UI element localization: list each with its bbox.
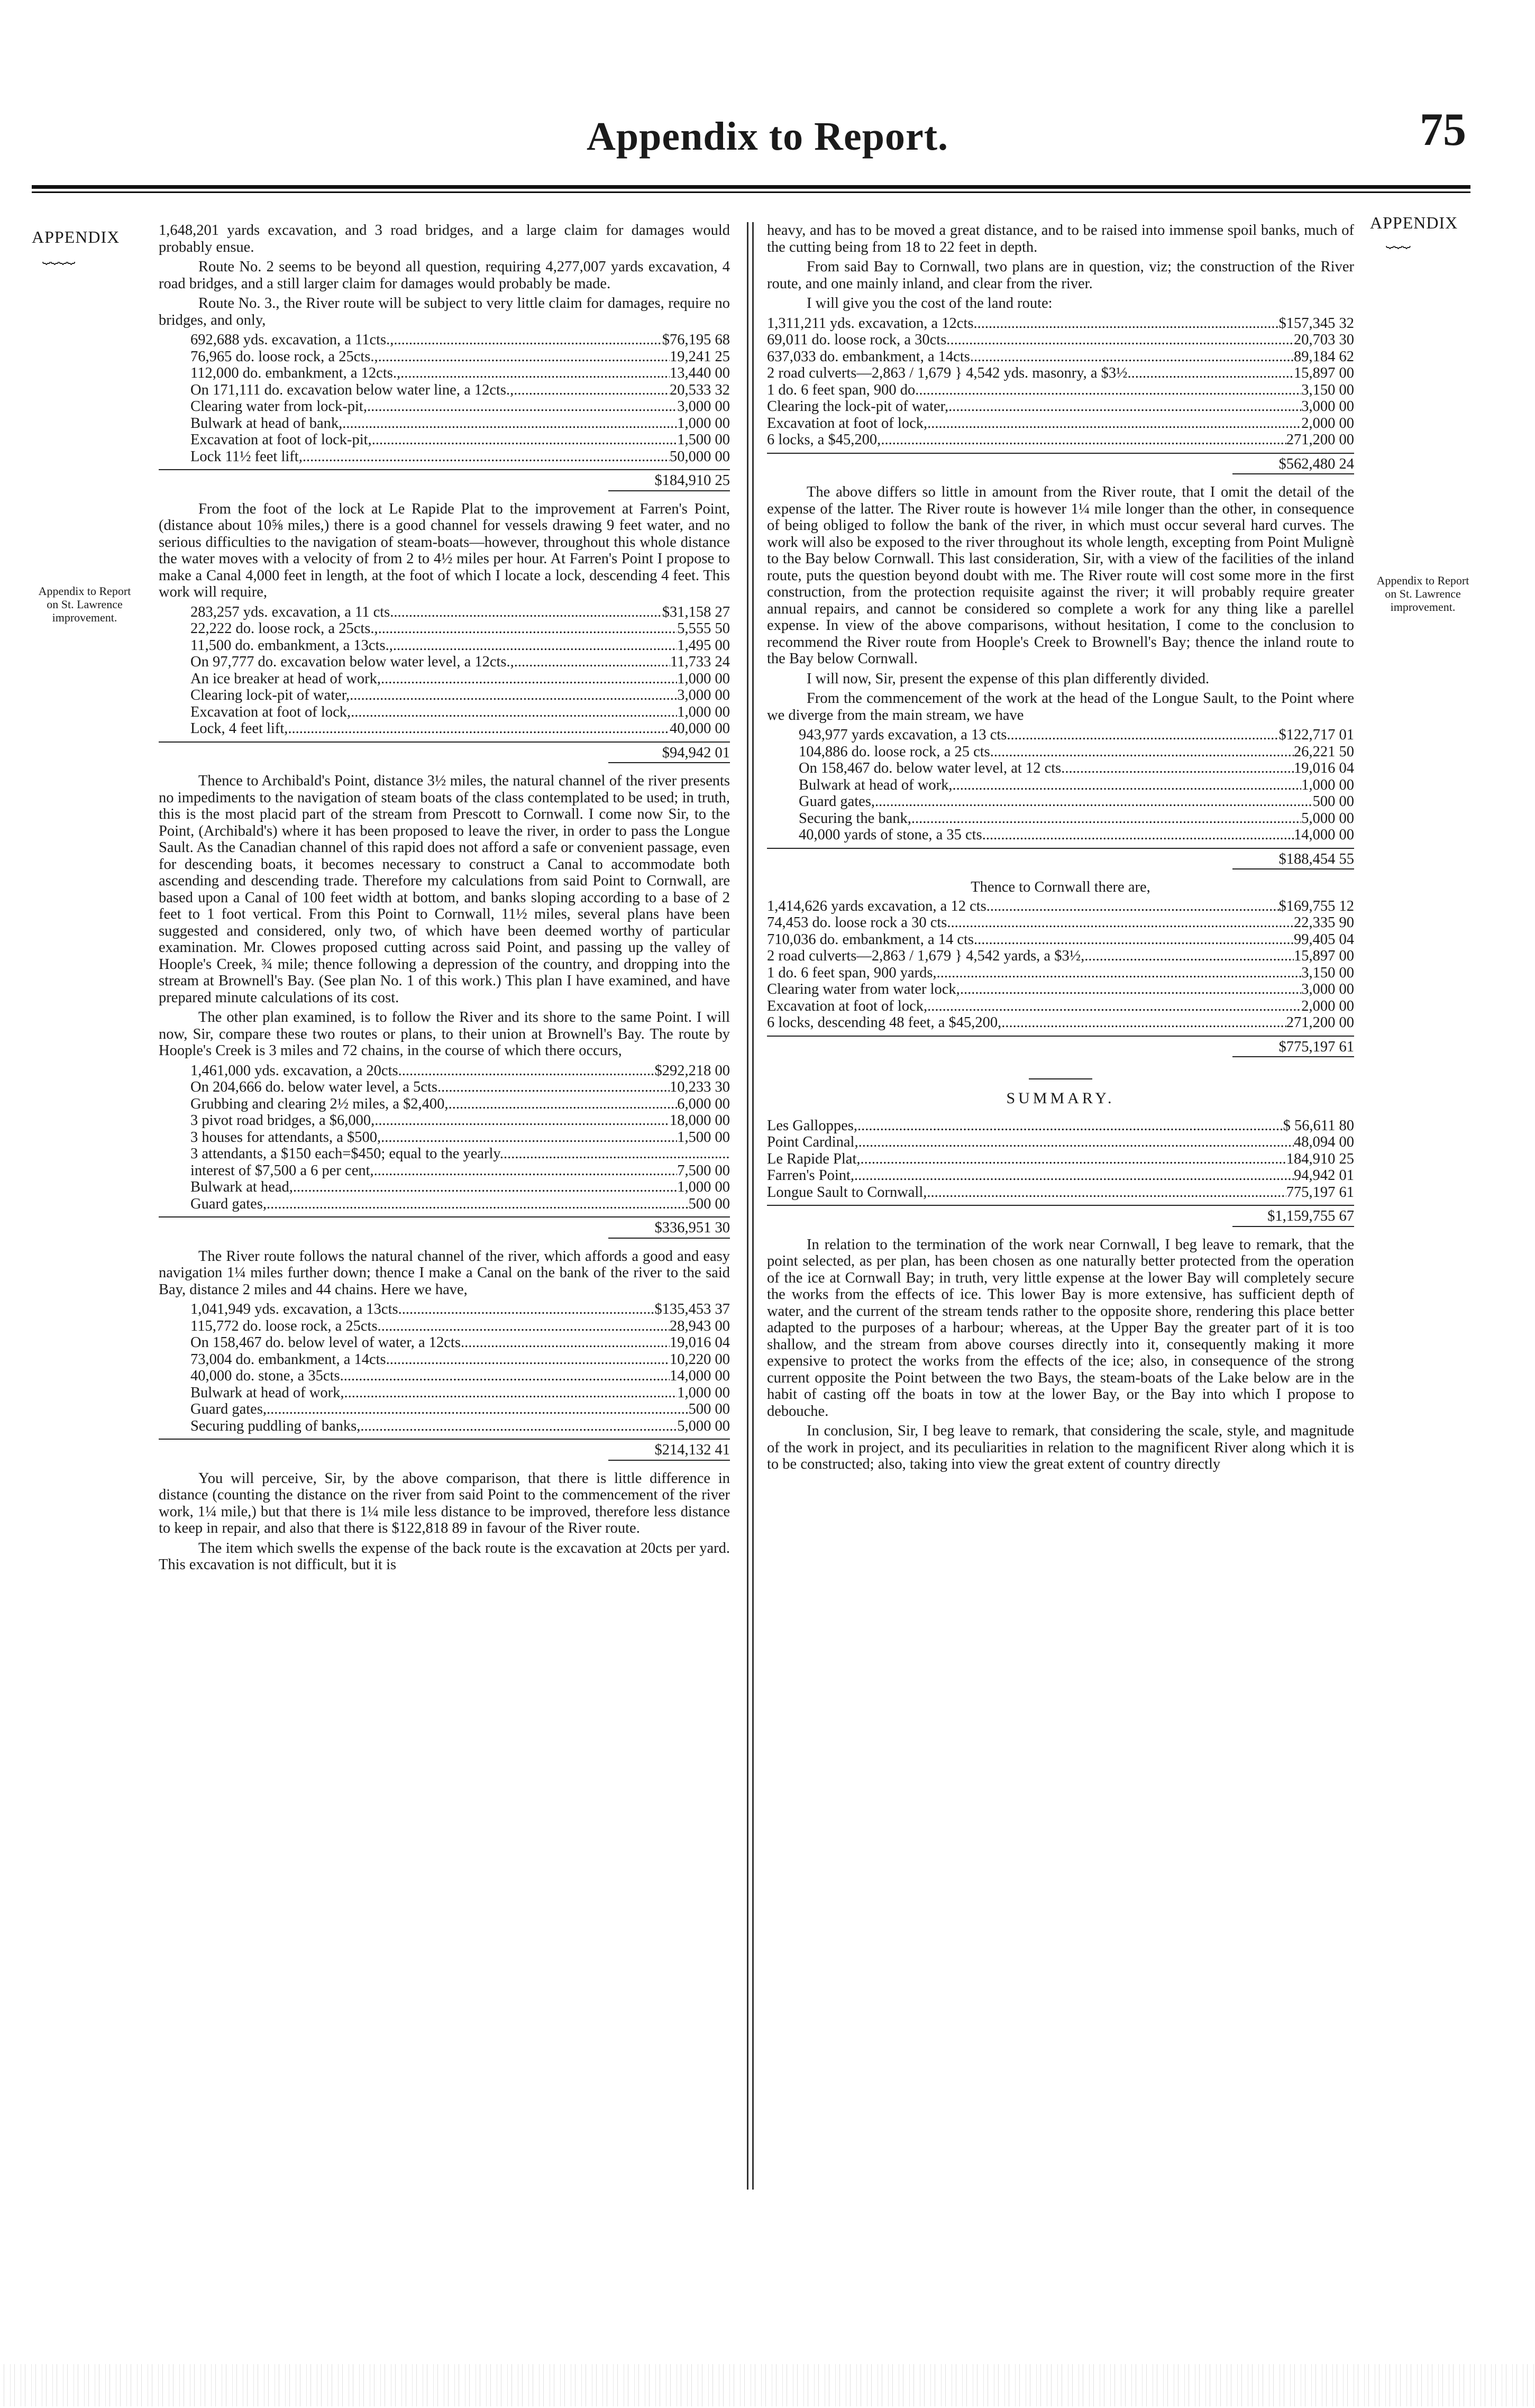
row-amount: 20,703 30 bbox=[1294, 332, 1354, 348]
row-amount: 5,555 50 bbox=[677, 620, 730, 637]
row-description: 6 locks, descending 48 feet, a $45,200, ..... bbox=[767, 1014, 1286, 1031]
right-para-5: I will now, Sir, present the expense of this plan differently divided. bbox=[807, 670, 1210, 687]
row-description: Clearing water from water lock, ..... bbox=[767, 981, 1301, 998]
table-row bbox=[159, 637, 730, 654]
row-description: 3 houses for attendants, a $500, ..... bbox=[190, 1129, 677, 1146]
row-amount: 500 00 bbox=[1312, 793, 1354, 810]
right-column bbox=[767, 222, 1354, 1476]
table-row bbox=[767, 382, 1354, 399]
land-route-total: $562,480 24 bbox=[767, 453, 1354, 475]
row-description: Clearing lock-pit of water, ..... bbox=[190, 687, 677, 704]
row-description: On 204,666 do. below water level, a 5cts. ..... bbox=[190, 1079, 670, 1096]
row-amount: 11,733 24 bbox=[670, 654, 730, 670]
row-description: 6 locks, a $45,200, ..... bbox=[767, 432, 1286, 448]
row-amount: 6,000 00 bbox=[677, 1095, 730, 1112]
row-amount: 5,000 00 bbox=[677, 1417, 730, 1434]
row-description: Securing puddling of banks, ..... bbox=[190, 1418, 677, 1435]
summary-divider bbox=[1029, 1078, 1092, 1079]
row-amount: 3,000 00 bbox=[1301, 398, 1354, 415]
row-description: 1 do. 6 feet span, 900 do. ..... bbox=[767, 382, 1301, 399]
row-amount: 1,000 00 bbox=[677, 1179, 730, 1195]
table-row bbox=[159, 1079, 730, 1096]
row-description: 943,977 yards excavation, a 13 cts. ..... bbox=[799, 727, 1279, 744]
right-sidenote: Appendix to Report on St. Lawrence improvement. bbox=[1376, 574, 1469, 614]
table-row bbox=[767, 349, 1354, 365]
table-row bbox=[159, 415, 730, 432]
row-amount: 20,533 32 bbox=[670, 381, 730, 398]
row-amount: $292,218 00 bbox=[654, 1062, 730, 1079]
row-description: Lock, 4 feet lift, ..... bbox=[190, 720, 670, 737]
page-title: Appendix to Report. bbox=[586, 114, 949, 159]
row-amount: 89,184 62 bbox=[1294, 348, 1354, 365]
cornwall-cost-table bbox=[767, 898, 1354, 1031]
table-row bbox=[767, 365, 1354, 382]
table-row bbox=[159, 332, 730, 349]
row-amount: 3,000 00 bbox=[677, 687, 730, 703]
row-description: interest of $7,500 a 6 per cent, ..... bbox=[190, 1162, 677, 1179]
table-row bbox=[767, 744, 1354, 761]
row-amount: 18,000 00 bbox=[670, 1112, 730, 1129]
right-para-2: From said Bay to Cornwall, two plans are in question, viz; the construction of the River route, and one mainly inland, and clear from the river. bbox=[767, 259, 1354, 292]
table-row bbox=[767, 1118, 1354, 1134]
table-row bbox=[767, 931, 1354, 948]
table-row bbox=[767, 965, 1354, 982]
right-margin-head: APPENDIX bbox=[1370, 213, 1458, 232]
row-amount: 1,000 00 bbox=[677, 415, 730, 432]
row-description: 76,965 do. loose rock, a 25cts., ..... bbox=[190, 349, 670, 365]
row-amount: 500 00 bbox=[688, 1401, 730, 1417]
right-para-3: I will give you the cost of the land route: bbox=[807, 295, 1053, 312]
table-row bbox=[159, 1418, 730, 1435]
farrens-point-cost-table bbox=[159, 604, 730, 737]
table-row bbox=[767, 948, 1354, 965]
row-description: 2 road culverts—2,863 / 1,679 } 4,542 yds. masonry, a $3½ ..... bbox=[767, 365, 1294, 382]
summary-total: $1,159,755 67 bbox=[767, 1205, 1354, 1227]
cornwall-total: $775,197 61 bbox=[767, 1036, 1354, 1058]
row-amount: 15,897 00 bbox=[1294, 948, 1354, 964]
row-description: Grubbing and clearing 2½ miles, a $2,400, ..... bbox=[190, 1096, 677, 1113]
row-amount: 1,495 00 bbox=[677, 637, 730, 654]
table-row bbox=[767, 998, 1354, 1015]
longue-sault-total: $188,454 55 bbox=[767, 848, 1354, 870]
table-row bbox=[767, 1014, 1354, 1031]
table-row bbox=[159, 620, 730, 637]
row-amount: 48,094 00 bbox=[1294, 1134, 1354, 1150]
table-row bbox=[159, 1318, 730, 1335]
row-amount: 775,197 61 bbox=[1286, 1184, 1354, 1201]
row-description: Bulwark at head, ..... bbox=[190, 1179, 677, 1196]
right-para-4: The above differs so little in amount from the River route, that I omit the detail of the expense of the latter. The River route is however 1¼ mile longer than the other, in consequence of being obliged to follow the bank of the river, in which must occur several hard curves. The work will also be exposed to the river throughout its whole length, excepting from Point Mulignè to the Bay below Cornwall. This last consideration, Sir, with a view of the facilities of the inland route, puts the question beyond doubt with me. The River route will cost some more in the first construction, from the protection requisite against the river; it will probably require greater annual repairs, and cannot be considered so complete a work for any thing like a parellel expense. In view of the above comparisons, without hesitation, I come to the conclusion to recommend the River route from Hoople's Creek to Brownell's Bay; thence the inland route to the Bay below Cornwall. bbox=[767, 484, 1354, 667]
table-row bbox=[767, 432, 1354, 448]
table-row bbox=[767, 1151, 1354, 1168]
row-description: On 171,111 do. excavation below water line, a 12cts., ..... bbox=[190, 382, 670, 399]
row-amount: 19,016 04 bbox=[670, 1334, 730, 1351]
row-description: 637,033 do. embankment, a 14cts. ..... bbox=[767, 349, 1294, 365]
row-amount: 1,000 00 bbox=[677, 670, 730, 687]
table-row bbox=[159, 704, 730, 721]
row-description: Excavation at foot of lock, ..... bbox=[190, 704, 677, 721]
table-row bbox=[159, 1063, 730, 1079]
row-description: Guard gates, ..... bbox=[190, 1196, 689, 1213]
row-amount: 1,000 00 bbox=[677, 1384, 730, 1401]
row-description: Les Galloppes, ..... bbox=[767, 1118, 1283, 1134]
farrens-point-total: $94,942 01 bbox=[159, 741, 730, 764]
right-para-9: In conclusion, Sir, I beg leave to remark, that considering the scale, style, and magnitude of the work in project, and its peculiarities in relation to the magnificent River along which it is to be constructed; also, taking into view the great extent of country directly bbox=[767, 1423, 1354, 1472]
left-para-9: The item which swells the expense of the back route is the excavation at 20cts per yard. This excavation is not difficult, but it is bbox=[159, 1540, 730, 1573]
left-para-4: From the foot of the lock at Le Rapide Plat to the improvement at Farren's Point, (distance about 10⅝ miles,) there is a good channel for vessels drawing 9 feet water, and no serious difficulties to the navigation of steam-boats—however, throughout this whole distance the water moves with a velocity of from 2 to 4½ miles per hour. At Farren's Point I propose to make a Canal 4,000 feet in length, at the foot of which I locate a lock, descending 4 feet. This work will require, bbox=[159, 500, 730, 600]
row-description: On 97,777 do. excavation below water level, a 12cts., ..... bbox=[190, 654, 670, 671]
table-row bbox=[767, 1167, 1354, 1184]
river-route-cost-table bbox=[159, 1301, 730, 1434]
row-description: Securing the bank, ..... bbox=[799, 810, 1301, 827]
row-amount: 13,440 00 bbox=[670, 365, 730, 381]
scan-noise-strip bbox=[0, 2364, 1535, 2406]
table-row bbox=[159, 1179, 730, 1196]
left-margin-head: APPENDIX bbox=[32, 227, 120, 246]
row-description: 69,011 do. loose rock, a 30cts. ..... bbox=[767, 332, 1294, 349]
row-description: Bulwark at head of work, ..... bbox=[190, 1385, 677, 1402]
row-description: Guard gates, ..... bbox=[799, 793, 1313, 810]
row-description: Point Cardinal, ..... bbox=[767, 1134, 1294, 1151]
row-amount: 10,220 00 bbox=[670, 1351, 730, 1368]
table-row bbox=[159, 1096, 730, 1113]
route3-cost-table bbox=[159, 332, 730, 465]
left-sidenote: Appendix to Report on St. Lawrence improvement. bbox=[38, 584, 131, 624]
row-amount: 5,000 00 bbox=[1301, 810, 1354, 827]
table-row bbox=[159, 1196, 730, 1213]
row-description: 40,000 do. stone, a 35cts. ..... bbox=[190, 1368, 670, 1385]
table-row bbox=[767, 793, 1354, 810]
left-para-7: The River route follows the natural channel of the river, which affords a good and easy navigation 1¼ miles further down; thence I make a Canal on the bank of the river to the said Bay, distance 2 miles and 44 chains. Here we have, bbox=[159, 1248, 730, 1298]
table-row bbox=[159, 1112, 730, 1129]
row-description: 112,000 do. embankment, a 12cts., ..... bbox=[190, 365, 670, 382]
header-rule bbox=[32, 185, 1470, 189]
longue-sault-cost-table bbox=[767, 727, 1354, 844]
row-amount: 500 00 bbox=[688, 1195, 730, 1212]
table-row bbox=[767, 777, 1354, 794]
table-row bbox=[767, 914, 1354, 931]
row-description: Clearing water from lock-pit, ..... bbox=[190, 398, 677, 415]
row-amount: 19,016 04 bbox=[1294, 760, 1354, 776]
table-row bbox=[159, 1301, 730, 1318]
route3-total: $184,910 25 bbox=[159, 469, 730, 491]
table-row bbox=[159, 1334, 730, 1351]
page-header bbox=[0, 104, 1535, 177]
row-amount: 3,000 00 bbox=[1301, 981, 1354, 997]
row-description: Guard gates, ..... bbox=[190, 1401, 689, 1418]
row-amount: 14,000 00 bbox=[1294, 827, 1354, 843]
row-amount: 19,241 25 bbox=[670, 348, 730, 365]
table-row bbox=[767, 415, 1354, 432]
row-amount: 14,000 00 bbox=[670, 1368, 730, 1384]
left-para-1: 1,648,201 yards excavation, and 3 road bridges, and a large claim for damages would probably ensue. bbox=[159, 222, 730, 255]
row-amount: 15,897 00 bbox=[1294, 365, 1354, 381]
table-row bbox=[159, 671, 730, 688]
summary-table bbox=[767, 1118, 1354, 1201]
table-row bbox=[767, 760, 1354, 777]
row-description: Farren's Point, ..... bbox=[767, 1167, 1294, 1184]
row-description: Clearing the lock-pit of water, ..... bbox=[767, 398, 1301, 415]
column-separator-2 bbox=[752, 222, 754, 2190]
row-amount: 3,000 00 bbox=[677, 398, 730, 415]
right-para-8: In relation to the termination of the work near Cornwall, I beg leave to remark, that the point selected, as per plan, has been chosen as one naturally better protected from the operation of the ice at Cornwall Bay; in truth, very little expense at the lower Bay will completely secure the works from the effects of ice. This lower Bay is more extensive, has sufficient depth of water, and the current of the stream tends rather to the opposite shore, rendering this place better adapted to the purposes of a harbour; whereas, at the Upper Bay the greater part of it is too shallow, and the stream from above courses directly into it, consequently making it more expensive to protect the works from the effects of the ice; also, in consequence of the strong current opposite the Point between the two Bays, the steam-boats of the Lake below are in the habit of casting off the boats in tow at the lower Bay, or the Bay into which I propose to debouche. bbox=[767, 1236, 1354, 1420]
row-amount: 1,500 00 bbox=[677, 1129, 730, 1146]
table-row bbox=[159, 1146, 730, 1162]
table-row bbox=[767, 727, 1354, 744]
row-amount: $ 56,611 80 bbox=[1283, 1117, 1354, 1134]
table-row bbox=[159, 349, 730, 365]
table-row bbox=[159, 1385, 730, 1402]
table-row bbox=[159, 365, 730, 382]
row-amount: 271,200 00 bbox=[1286, 432, 1354, 448]
row-amount: 28,943 00 bbox=[670, 1317, 730, 1334]
row-amount: 26,221 50 bbox=[1294, 743, 1354, 760]
row-description: 74,453 do. loose rock a 30 cts. ..... bbox=[767, 914, 1294, 931]
row-description: 73,004 do. embankment, a 14cts. ..... bbox=[190, 1351, 670, 1368]
row-description: 1,461,000 yds. excavation, a 20cts. ..... bbox=[190, 1063, 655, 1079]
right-para-7: Thence to Cornwall there are, bbox=[971, 879, 1150, 895]
table-row bbox=[767, 1184, 1354, 1201]
row-description: On 158,467 do. below water level, at 12 cts. ..... bbox=[799, 760, 1294, 777]
row-amount: 184,910 25 bbox=[1286, 1150, 1354, 1167]
row-amount: $76,195 68 bbox=[662, 332, 730, 348]
left-para-3: Route No. 3., the River route will be subject to very little claim for damages, require no bridges, and only, bbox=[159, 295, 730, 328]
row-description: 3 pivot road bridges, a $6,000, ..... bbox=[190, 1112, 670, 1129]
row-description: Le Rapide Plat, ..... bbox=[767, 1151, 1286, 1168]
row-amount: 10,233 30 bbox=[670, 1079, 730, 1095]
row-amount: 99,405 04 bbox=[1294, 931, 1354, 948]
hooples-creek-total: $336,951 30 bbox=[159, 1216, 730, 1239]
table-row bbox=[767, 1134, 1354, 1151]
table-row bbox=[767, 398, 1354, 415]
column-separator bbox=[747, 222, 748, 2190]
table-row bbox=[159, 1401, 730, 1418]
table-row bbox=[159, 398, 730, 415]
table-row bbox=[767, 315, 1354, 332]
table-row bbox=[159, 382, 730, 399]
river-route-total: $214,132 41 bbox=[159, 1439, 730, 1461]
row-description: 3 attendants, a $150 each=$450; equal to the yearly ..... bbox=[190, 1146, 730, 1162]
row-amount: 3,150 00 bbox=[1301, 381, 1354, 398]
row-amount: 1,000 00 bbox=[677, 703, 730, 720]
row-description: 1,041,949 yds. excavation, a 13cts. ..... bbox=[190, 1301, 655, 1318]
table-row bbox=[767, 827, 1354, 844]
table-row bbox=[159, 1129, 730, 1146]
table-row bbox=[159, 654, 730, 671]
row-description: On 158,467 do. below level of water, a 12cts. ..... bbox=[190, 1334, 670, 1351]
row-description: 104,886 do. loose rock, a 25 cts. ..... bbox=[799, 744, 1294, 761]
row-amount: $31,158 27 bbox=[662, 603, 730, 620]
table-row bbox=[767, 810, 1354, 827]
row-amount: $122,717 01 bbox=[1278, 727, 1354, 743]
row-amount: 40,000 00 bbox=[670, 720, 730, 737]
summary-title: SUMMARY. bbox=[1006, 1089, 1115, 1107]
row-amount: 2,000 00 bbox=[1301, 997, 1354, 1014]
row-description: Excavation at foot of lock-pit, ..... bbox=[190, 432, 677, 448]
row-description: 283,257 yds. excavation, a 11 cts. ..... bbox=[190, 604, 662, 621]
row-description: 1 do. 6 feet span, 900 yards, ..... bbox=[767, 965, 1301, 982]
table-row bbox=[159, 687, 730, 704]
row-description: 11,500 do. embankment, a 13cts., ..... bbox=[190, 637, 677, 654]
row-description: Lock 11½ feet lift, ..... bbox=[190, 448, 670, 465]
left-margin-brace: ⏟⏟⏟⏟ bbox=[42, 249, 76, 264]
land-route-cost-table bbox=[767, 315, 1354, 448]
right-margin-brace: ⏟⏟⏟ bbox=[1386, 233, 1411, 248]
row-description: Bulwark at head of bank, ..... bbox=[190, 415, 677, 432]
table-row bbox=[159, 604, 730, 621]
right-para-1: heavy, and has to be moved a great distance, and to be raised into immense spoil banks, much of the cutting being from 18 to 22 feet in depth. bbox=[767, 222, 1354, 255]
row-description: 692,688 yds. excavation, a 11cts., ..... bbox=[190, 332, 662, 349]
table-row bbox=[159, 448, 730, 465]
header-rule-thin bbox=[32, 191, 1470, 193]
table-row bbox=[159, 432, 730, 448]
row-description: 22,222 do. loose rock, a 25cts., ..... bbox=[190, 620, 677, 637]
row-description: Excavation at foot of lock, ..... bbox=[767, 998, 1301, 1015]
left-para-2: Route No. 2 seems to be beyond all question, requiring 4,277,007 yards excavation, 4 road bridges, and a still larger claim for damages would probably be made. bbox=[159, 259, 730, 292]
hooples-creek-cost-table bbox=[159, 1063, 730, 1213]
row-amount: 50,000 00 bbox=[670, 448, 730, 465]
row-amount: 3,150 00 bbox=[1301, 964, 1354, 981]
row-description: 115,772 do. loose rock, a 25cts. ..... bbox=[190, 1318, 670, 1335]
table-row bbox=[159, 1351, 730, 1368]
right-para-6: From the commencement of the work at the head of the Longue Sault, to the Point where we diverge from the main stream, we have bbox=[767, 690, 1354, 724]
row-amount: $157,345 32 bbox=[1278, 315, 1354, 332]
row-description: 710,036 do. embankment, a 14 cts. ..... bbox=[767, 931, 1294, 948]
left-para-5: Thence to Archibald's Point, distance 3½ miles, the natural channel of the river presents no impediments to the navigation of steam boats of the class contemplated to be used; in truth, this is the most placid part of the stream from Prescott to Cornwall. I come now Sir, to the Point, (Archibald's) where it has been proposed to leave the river, in order to pass the Longue Sault. As the Canadian channel of this rapid does not afford a safe or convenient passage, even for descending boats, it becomes necessary to construct a Canal to accommodate both ascending and descending trade. Therefore my calculations from said Point to Cornwall, are based upon a Canal of 100 feet width at bottom, and banks sloping according to a base of 2 feet to 1 foot vertical. From this Point to Cornwall, 11½ miles, several plans have been suggested and considered, only two, of which have been deemed worthy of particular examination. Mr. Clowes proposed cutting across said Point, and passing up the valley of Hoople's Creek, ¾ mile; thence following a depression of the country, and dropping into the stream at Brownell's Bay. (See plan No. 1 of this work.) This plan I have examined, and have prepared minute calculations of its cost. bbox=[159, 773, 730, 1006]
row-amount: $135,453 37 bbox=[654, 1301, 730, 1317]
table-row bbox=[767, 898, 1354, 915]
page-number: 75 bbox=[1420, 104, 1466, 155]
row-description: Bulwark at head of work, ..... bbox=[799, 777, 1301, 794]
row-amount: $169,755 12 bbox=[1278, 898, 1354, 914]
row-description: 1,414,626 yards excavation, a 12 cts. ..... bbox=[767, 898, 1279, 915]
table-row bbox=[767, 981, 1354, 998]
row-description: 1,311,211 yds. excavation, a 12cts. ..... bbox=[767, 315, 1279, 332]
row-amount: 1,500 00 bbox=[677, 432, 730, 448]
row-description: 2 road culverts—2,863 / 1,679 } 4,542 yards, a $3½, ..... bbox=[767, 948, 1294, 965]
row-amount: 7,500 00 bbox=[677, 1162, 730, 1179]
left-para-8: You will perceive, Sir, by the above comparison, that there is little difference in distance (counting the distance on the river from said Point to the commencement of the river work, 1¼ mile,) but that there is 1¼ mile less distance to be improved, therefore less distance to keep in repair, and also that there is $122,818 89 in favour of the River route. bbox=[159, 1470, 730, 1536]
table-row bbox=[767, 332, 1354, 349]
row-amount: 1,000 00 bbox=[1301, 776, 1354, 793]
row-description: Excavation at foot of lock, ..... bbox=[767, 415, 1301, 432]
left-column bbox=[159, 222, 730, 1577]
left-para-6: The other plan examined, is to follow the River and its shore to the same Point. I will now, Sir, compare these two routes or plans, to their union at Brownell's Bay. The route by Hoople's Creek is 3 miles and 72 chains, in the course of which there occurs, bbox=[159, 1009, 730, 1059]
row-description: 40,000 yards of stone, a 35 cts. ..... bbox=[799, 827, 1294, 844]
row-amount: 271,200 00 bbox=[1286, 1014, 1354, 1031]
row-amount: 2,000 00 bbox=[1301, 415, 1354, 432]
table-row bbox=[159, 1368, 730, 1385]
row-amount: 22,335 90 bbox=[1294, 914, 1354, 931]
row-description: Longue Sault to Cornwall, ..... bbox=[767, 1184, 1286, 1201]
row-description: An ice breaker at head of work, ..... bbox=[190, 671, 677, 688]
row-amount: 94,942 01 bbox=[1294, 1167, 1354, 1184]
table-row bbox=[159, 720, 730, 737]
table-row bbox=[159, 1162, 730, 1179]
